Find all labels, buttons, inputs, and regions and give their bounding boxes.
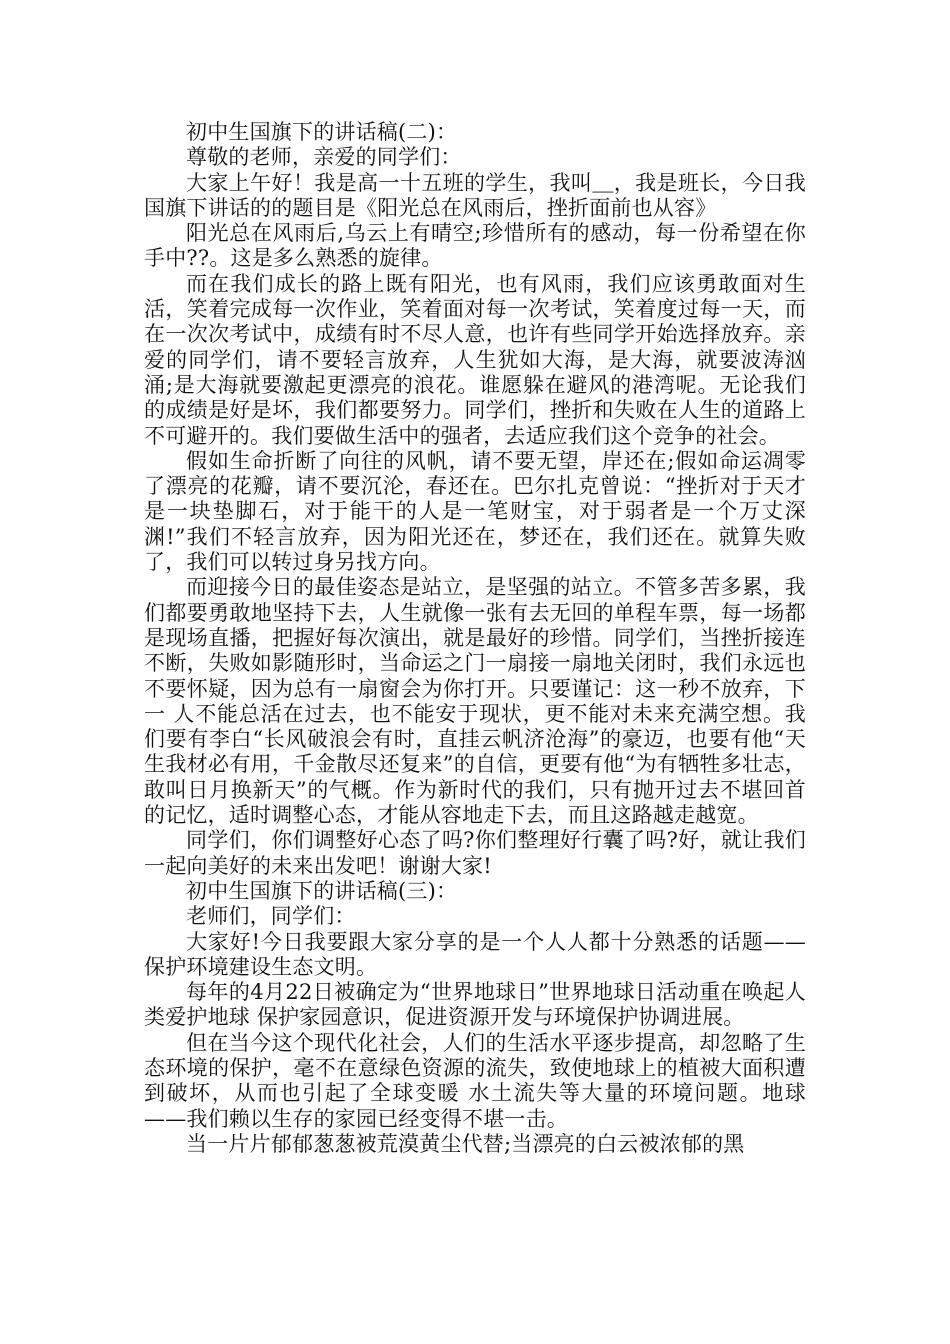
- paragraph-growth: 而在我们成长的路上既有阳光，也有风雨，我们应该勇敢面对生活，笑着完成每一次作业，笑着面对每一次考试，笑着度过每一天，而在一次次考试中，成绩有时不尽人意，也许有些同学开始选择放弃。亲爱的同学们，请不要轻言放弃，人生犹如大海，是大海，就要波涛汹涌;是大海就要激起更漂亮的浪花。谁愿躲在避风的港湾呢。无论我们的成绩是好是坏，我们都要努力。同学们，挫折和失败在人生的道路上不可避开的。我们要做生活中的强者，去适应我们这个竞争的社会。: [144, 271, 806, 448]
- heading-speech-two: 初中生国旗下的讲话稿(二)：: [186, 120, 458, 144]
- paragraph-balzac-quote: 假如生命折断了向往的风帆，请不要无望，岸还在;假如命运凋零了漂亮的花瓣，请不要沉沦，春还在。巴尔扎克曾说：“挫折对于天才是一块垫脚石，对于能干的人是一笔财宝，对于弱者是一个万丈深渊!”我们不轻言放弃，因为阳光还在，梦还在，我们还在。就算失败了，我们可以转过身另找方向。: [144, 448, 806, 575]
- paragraph-standing-strong: 而迎接今日的最佳姿态是站立，是坚强的站立。不管多苦多累，我们都要勇敢地坚持下去，人生就像一张有去无回的单程车票，每一场都是现场直播，把握好每次演出，就是最好的珍惜。同学们，当挫折接连不断，失败如影随形时，当命运之门一扇接一扇地关闭时，我们永远也不要怀疑，因为总有一扇窗会为你打开。只要谨记：这一秒不放弃，下一 人不能总活在过去，也不能安于现状，更不能对未来充满空想。我们要有李白“长风破浪会有时，直挂云帆济沧海”的豪迈，也要有他“天生我材必有用，千金散尽还复来”的自信，更要有他“为有牺牲多壮志，敢叫日月换新天”的气概。作为新时代的我们，只有抛开过去不堪回首的记忆，适时调整心态，才能从容地走下去，而且这路越走越宽。: [144, 575, 806, 828]
- salutation-teachers-students: 尊敬的老师，亲爱的同学们：: [186, 145, 462, 170]
- paragraph-earth-day: 每年的4月22日被确定为“世界地球日”世界地球日活动重在唤起人类爱护地球 保护家园意识，促进资源开发与环境保护协调进展。: [144, 980, 806, 1030]
- paragraph-greeting: 大家上午好！我是高一十五班的学生，我叫＿，我是班长，今日我国旗下讲话的的题目是《阳光总在风雨后，挫折面前也从容》: [144, 170, 806, 220]
- salutation-teachers-students-2: 老师们，同学们：: [186, 904, 356, 929]
- paragraph-desert-replacement: 当一片片郁郁葱葱被荒漠黄尘代替;当漂亮的白云被浓郁的黑: [186, 1131, 745, 1156]
- document-page: [144, 120, 806, 1157]
- heading-speech-three: 初中生国旗下的讲话稿(三)：: [186, 878, 458, 903]
- paragraph-environment-topic: 大家好!今日我要跟大家分享的是一个人人都十分熟悉的话题——保护环境建设生态文明。: [144, 929, 806, 979]
- paragraph-sunshine-lyrics: 阳光总在风雨后,乌云上有晴空;珍惜所有的感动，每一份希望在你手中??。这是多么熟悉的旋律。: [144, 221, 806, 271]
- paragraph-environment-problems: 但在当今这个现代化社会，人们的生活水平逐步提高，却忽略了生态环境的保护，毫不在意绿色资源的流失，致使地球上的植被大面积遭到破坏，从而也引起了全球变暖 水土流失等大量的环境问题。地球——我们赖以生存的家园已经变得不堪一击。: [144, 1030, 806, 1131]
- paragraph-closing-speech-two: 同学们，你们调整好心态了吗?你们整理好行囊了吗?好，就让我们一起向美好的未来出发吧！谢谢大家!: [144, 828, 806, 878]
